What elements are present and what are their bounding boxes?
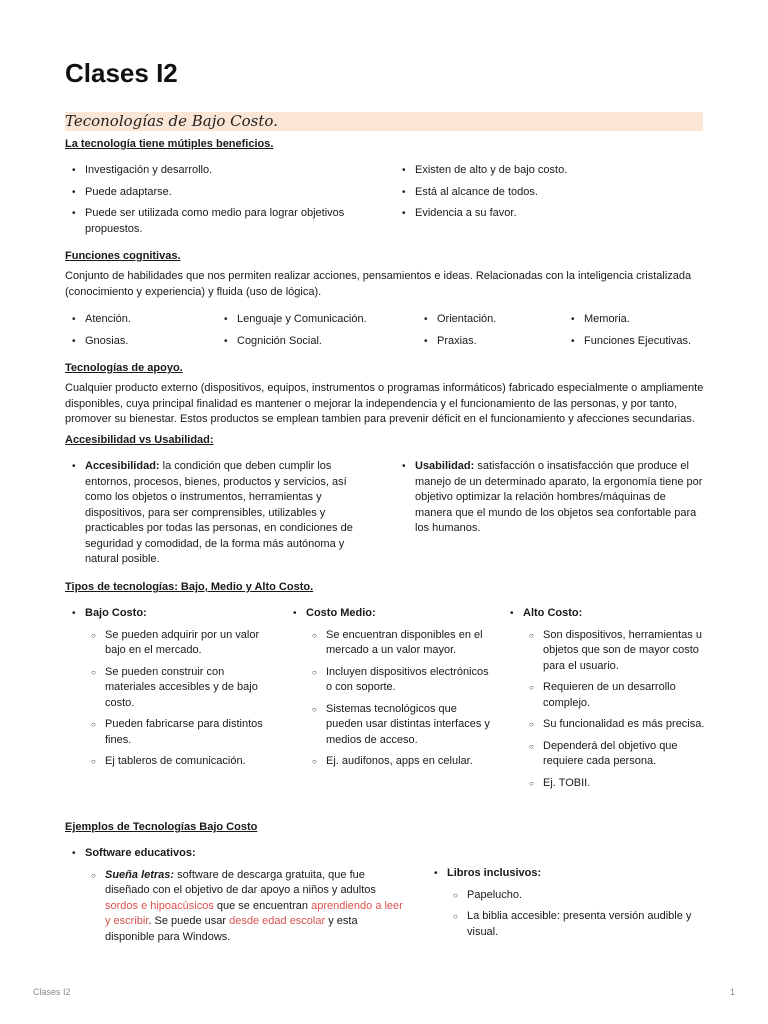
funciones-col-2: [217, 312, 417, 355]
list-item: ○ La biblia accesible: presenta versión audible y visual.: [447, 909, 705, 940]
software-sublist: [85, 868, 410, 946]
alto-costo-sublist: [523, 628, 706, 792]
list-item: ○ Ej. audifonos, apps en celular.: [306, 754, 491, 770]
list-item: • Memoria.: [564, 312, 704, 328]
funciones-col-4: [564, 312, 704, 355]
list-item: [395, 459, 705, 537]
list-item: • Atención.: [65, 312, 215, 328]
accesibilidad-list: [65, 459, 357, 574]
footer-title: Clases I2: [33, 987, 71, 997]
list-item: • Gnosias.: [65, 334, 215, 350]
list-item: [427, 866, 705, 940]
list-item: [65, 846, 410, 945]
funciones-col-1: [65, 312, 215, 355]
heading-ejemplos: Ejemplos de Tecnologías Bajo Costo: [65, 821, 258, 833]
libros-sublist: [447, 888, 705, 941]
list-item: • Lenguaje y Comunicación.: [217, 312, 417, 328]
list-item: • Existen de alto y de bajo costo.: [395, 163, 695, 179]
list-item: [65, 459, 357, 568]
bajo-costo-sublist: [85, 628, 270, 770]
list-item: ○ Se encuentran disponibles en el mercado a un valor mayor.: [306, 628, 491, 659]
text-span: y esta disponible para Windows.: [105, 915, 358, 943]
list-item: • Funciones Ejecutivas.: [564, 334, 704, 350]
definition: la condición que deben cumplir los entornos, procesos, bienes, productos y servicios, así como los objetos o instrumentos, herramientas y dispositivos, para ser comprensibles, utilizables y practicables por todas las personas, en condiciones de seguridad y comodidad, de la forma más autónoma y natural posible.: [85, 460, 353, 565]
bajo-costo-list: [65, 606, 270, 776]
highlight-text: aprendiendo a leer y escribir: [105, 899, 403, 927]
costo-medio-sublist: [306, 628, 491, 770]
software-title: Software educativos:: [85, 847, 196, 859]
bajo-costo-title: Bajo Costo:: [85, 607, 147, 619]
heading-tecnologias-apoyo: Tecnologías de apoyo.: [65, 362, 183, 374]
term: Sueña letras:: [105, 868, 175, 881]
definition: satisfacción o insatisfacción que produce el manejo de un determinado aparato, la ergonomía tiene por objetivo optimizar la relación hombres/máquinas de manera que el mundo de los objetos sea confortable para los humanos.: [415, 460, 703, 534]
heading-tipos: Tipos de tecnologías: Bajo, Medio y Alto Costo.: [65, 581, 314, 593]
list-item: • Orientación.: [417, 312, 557, 328]
alto-costo-list: [503, 606, 706, 797]
heading-funciones: Funciones cognitivas.: [65, 250, 181, 262]
costo-medio-title: Costo Medio:: [306, 607, 376, 619]
list-item: [286, 606, 491, 770]
text-span: . Se puede usar: [148, 915, 230, 927]
text-span: software de descarga gratuita, que fue diseñado con el objetivo de dar apoyo a niños y adultos: [105, 868, 376, 896]
alto-costo-title: Alto Costo:: [523, 607, 583, 619]
tecnologias-apoyo-text: Cualquier producto externo (dispositivos, equipos, instrumentos o programas informáticos) fabricado especialmente o ampliamente disponibles, cuya principal finalidad es mantener o mejorar la independencia y el funcionamiento de las personas, y por tanto, promover su bienestar. Estos productos se emplean tambien para prevenir déficit en el funcionamiento y afecciones secundarias.: [65, 382, 704, 425]
beneficios-list-left: [65, 163, 365, 243]
costo-medio-list: [286, 606, 491, 776]
usabilidad-list: [395, 459, 705, 543]
list-item: ○ Incluyen dispositivos electrónicos o con soporte.: [306, 665, 491, 696]
term: Accesibilidad:: [85, 460, 160, 472]
list-item: ○ Se pueden adquirir por un valor bajo en el mercado.: [85, 628, 270, 659]
list-item: ○ Son dispositivos, herramientas u objetos que son de mayor costo para el usuario.: [523, 628, 706, 675]
software-list: [65, 846, 410, 951]
list-item: ○ Sistemas tecnológicos que pueden usar distintas interfaces y medios de acceso.: [306, 702, 491, 749]
libros-list: [427, 866, 705, 946]
list-item: ○ Ej tableros de comunicación.: [85, 754, 270, 770]
beneficios-list-right: [395, 163, 695, 228]
list-item: ○ Su funcionalidad es más precisa.: [523, 717, 706, 733]
list-item: ○ Requieren de un desarrollo complejo.: [523, 680, 706, 711]
text-span: que se encuentran: [213, 899, 312, 912]
heading-accesibilidad: Accesibilidad vs Usabilidad:: [65, 434, 214, 446]
highlight-text: sordos e hipoacúsicos: [105, 899, 214, 912]
page-title: Clases I2: [65, 58, 178, 88]
list-item: • Cognición Social.: [217, 334, 417, 350]
list-item: ○ Pueden fabricarse para distintos fines.: [85, 717, 270, 748]
list-item: ○ Dependerá del objetivo que requiere cada persona.: [523, 739, 706, 770]
page-number: 1: [730, 987, 736, 997]
list-item: ○ Papelucho.: [447, 888, 705, 904]
list-item: [503, 606, 706, 791]
section-subtitle: Teconologías de Bajo Costo.: [65, 112, 703, 131]
list-item: • Praxias.: [417, 334, 557, 350]
list-item: • Evidencia a su favor.: [395, 206, 695, 222]
funciones-text: Conjunto de habilidades que nos permiten realizar acciones, pensamientos e ideas. Relacionadas con la inteligencia cristalizada (conocimiento y experiencia) y fluida (uso de lógica).: [65, 270, 692, 298]
list-item: [85, 868, 410, 946]
list-item: • Está al alcance de todos.: [395, 185, 695, 201]
funciones-col-3: [417, 312, 557, 355]
highlight-text: desde edad escolar: [229, 915, 326, 927]
list-item: ○ Ej. TOBII.: [523, 776, 706, 792]
list-item: • Puede adaptarse.: [65, 185, 365, 201]
list-item: [65, 606, 270, 770]
list-item: • Investigación y desarrollo.: [65, 163, 365, 179]
list-item: ○ Se pueden construir con materiales accesibles y de bajo costo.: [85, 665, 270, 712]
libros-title: Libros inclusivos:: [447, 867, 542, 879]
list-item: • Puede ser utilizada como medio para lograr objetivos propuestos.: [65, 206, 365, 237]
term: Usabilidad:: [415, 460, 475, 472]
heading-beneficios: La tecnología tiene mútiples beneficios.: [65, 138, 274, 150]
